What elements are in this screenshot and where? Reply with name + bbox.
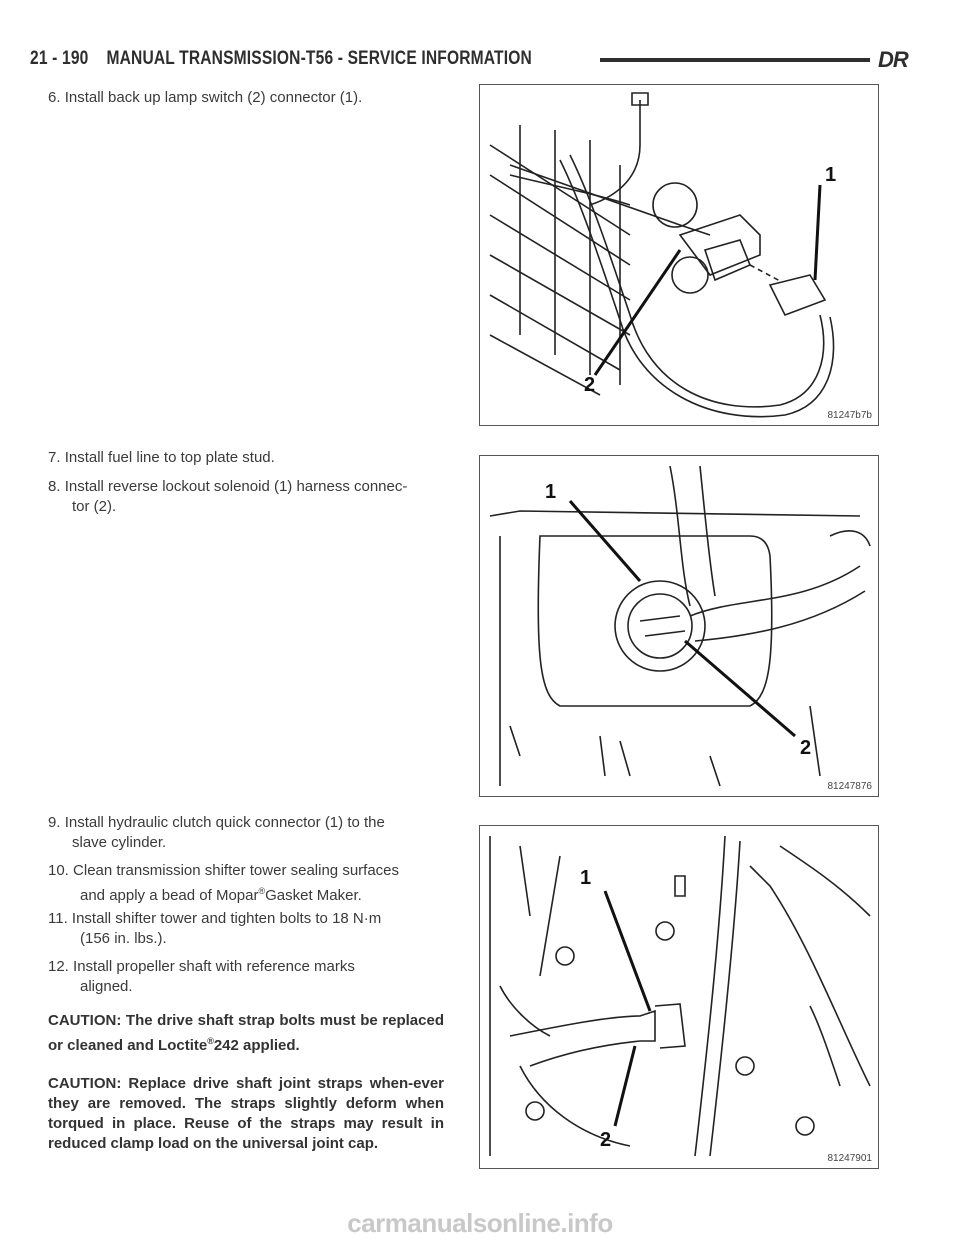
reverse-lockout-solenoid-illustration	[480, 456, 878, 796]
figure-clutch-quick-connector	[479, 825, 879, 1169]
figure-reverse-lockout-solenoid	[479, 455, 879, 797]
caution-strap-bolts: CAUTION: The drive shaft strap bolts must be replaced or cleaned and Loctite®242 applied.	[48, 1012, 444, 1054]
step-10: 10. Clean transmission shifter tower sealing surfaces and apply a bead of Mopar®Gasket Maker.	[48, 862, 400, 904]
step-6: 6. Install back up lamp switch (2) connector (1).	[48, 89, 363, 106]
page-header-title: 21 - 190 MANUAL TRANSMISSION-T56 - SERVICE INFORMATION	[30, 48, 532, 69]
watermark-footer: carmanualsonline.info	[347, 1208, 613, 1238]
clutch-quick-connector-illustration	[480, 826, 878, 1168]
registered-icon: ®	[207, 1036, 214, 1046]
callout-1: 1	[825, 164, 837, 186]
step-12: 12. Install propeller shaft with reference marks aligned.	[48, 958, 355, 995]
figure-id: 81247876	[827, 781, 872, 792]
page-header	[30, 44, 930, 74]
figure-id: 81247901	[827, 1153, 872, 1164]
callout-2: 2	[584, 374, 596, 396]
header-rule	[600, 58, 870, 62]
dr-logo: DR	[878, 47, 908, 72]
callout-1: 1	[545, 481, 557, 503]
callout-1: 1	[580, 867, 592, 889]
step-8: 8. Install reverse lockout solenoid (1) harness connec- tor (2).	[48, 478, 408, 515]
callout-2: 2	[600, 1129, 612, 1151]
callout-2: 2	[800, 737, 812, 759]
step-11: 11. Install shifter tower and tighten bolts to 18 N·m (156 in. lbs.).	[48, 910, 382, 947]
registered-icon: ®	[258, 886, 266, 896]
backup-lamp-switch-illustration	[480, 85, 878, 425]
step-7: 7. Install fuel line to top plate stud.	[48, 449, 275, 466]
figure-id: 81247b7b	[827, 410, 872, 421]
caution-joint-straps: CAUTION: Replace drive shaft joint straps when-ever they are removed. The straps slightly deform when torqued in place. Reuse of the straps may result in reduced clamp load on the universal joint cap.	[48, 1075, 444, 1152]
step-9: 9. Install hydraulic clutch quick connector (1) to the slave cylinder.	[48, 814, 385, 851]
figure-backup-lamp-switch	[479, 84, 879, 426]
